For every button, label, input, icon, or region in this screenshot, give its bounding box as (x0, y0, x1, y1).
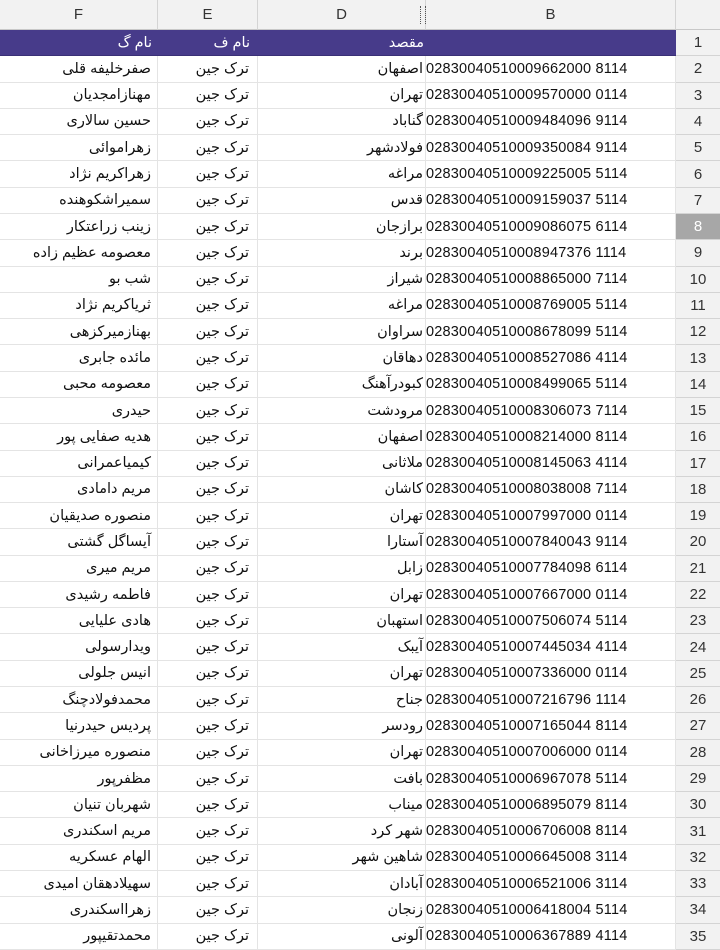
header-cell-d[interactable]: مقصد (258, 30, 426, 56)
row-number[interactable]: 13 (676, 345, 720, 371)
cell-code[interactable]: 02830040510007216796 1114 (426, 687, 676, 713)
cell-name-f[interactable]: ترک جین (158, 582, 258, 608)
cell-code[interactable]: 02830040510008214000 8114 (426, 424, 676, 450)
cell-destination[interactable]: شیراز (258, 267, 426, 293)
cell-destination[interactable]: مرودشت (258, 398, 426, 424)
row-number[interactable]: 3 (676, 83, 720, 109)
cell-name-f[interactable]: ترک جین (158, 240, 258, 266)
row-number[interactable]: 20 (676, 529, 720, 555)
cell-destination[interactable]: شهر کرد (258, 818, 426, 844)
row-number[interactable]: 25 (676, 661, 720, 687)
cell-name-f[interactable]: ترک جین (158, 214, 258, 240)
cell-code[interactable]: 02830040510008145063 4114 (426, 451, 676, 477)
row-number[interactable]: 12 (676, 319, 720, 345)
cell-code[interactable]: 02830040510007006000 0114 (426, 740, 676, 766)
cell-destination[interactable]: قدس (258, 188, 426, 214)
cell-destination[interactable]: سراوان (258, 319, 426, 345)
cell-name-g[interactable]: سمیراشکوهنده (0, 188, 158, 214)
row-number[interactable]: 27 (676, 713, 720, 739)
cell-name-g[interactable]: هادی علیایی (0, 608, 158, 634)
cell-name-g[interactable]: مریم اسکندری (0, 818, 158, 844)
cell-destination[interactable]: تهران (258, 740, 426, 766)
cell-code[interactable]: 02830040510008038008 7114 (426, 477, 676, 503)
row-number[interactable]: 1 (676, 30, 720, 56)
cell-name-f[interactable]: ترک جین (158, 740, 258, 766)
cell-destination[interactable]: مراغه (258, 293, 426, 319)
cell-name-f[interactable]: ترک جین (158, 424, 258, 450)
row-number[interactable]: 23 (676, 608, 720, 634)
cell-code[interactable]: 02830040510009225005 5114 (426, 161, 676, 187)
cell-code[interactable]: 02830040510008306073 7114 (426, 398, 676, 424)
cell-code[interactable]: 02830040510009086075 6114 (426, 214, 676, 240)
cell-name-g[interactable]: منصوره صدیقیان (0, 503, 158, 529)
cell-name-f[interactable]: ترک جین (158, 661, 258, 687)
cell-name-g[interactable]: کیمیاعمرانی (0, 451, 158, 477)
cell-name-f[interactable]: ترک جین (158, 345, 258, 371)
cell-name-f[interactable]: ترک جین (158, 319, 258, 345)
cell-code[interactable]: 02830040510008947376 1114 (426, 240, 676, 266)
cell-destination[interactable]: میناب (258, 792, 426, 818)
cell-destination[interactable]: برند (258, 240, 426, 266)
cell-name-f[interactable]: ترک جین (158, 188, 258, 214)
row-number[interactable]: 8 (676, 214, 720, 240)
cell-name-f[interactable]: ترک جین (158, 529, 258, 555)
cell-code[interactable]: 02830040510006967078 5114 (426, 766, 676, 792)
cell-destination[interactable]: آیبک (258, 634, 426, 660)
row-number[interactable]: 21 (676, 556, 720, 582)
cell-destination[interactable]: ملاثانی (258, 451, 426, 477)
cell-name-f[interactable]: ترک جین (158, 161, 258, 187)
cell-name-g[interactable]: صفرخلیفه قلی (0, 56, 158, 82)
cell-code[interactable]: 02830040510007165044 8114 (426, 713, 676, 739)
column-header-f[interactable]: F (0, 0, 158, 30)
cell-name-f[interactable]: ترک جین (158, 687, 258, 713)
column-resize-handle[interactable] (420, 6, 426, 24)
cell-destination[interactable]: کاشان (258, 477, 426, 503)
cell-name-g[interactable]: پردیس حیدرنیا (0, 713, 158, 739)
cell-code[interactable]: 02830040510008769005 5114 (426, 293, 676, 319)
cell-destination[interactable]: تهران (258, 661, 426, 687)
cell-destination[interactable]: تهران (258, 503, 426, 529)
row-number[interactable]: 10 (676, 267, 720, 293)
cell-code[interactable]: 02830040510007784098 6114 (426, 556, 676, 582)
cell-code[interactable]: 02830040510008678099 5114 (426, 319, 676, 345)
cell-name-f[interactable]: ترک جین (158, 293, 258, 319)
cell-code[interactable]: 02830040510009662000 8114 (426, 56, 676, 82)
cell-name-g[interactable]: مریم دامادی (0, 477, 158, 503)
cell-name-g[interactable]: محمدتقیپور (0, 924, 158, 950)
cell-name-g[interactable]: معصومه محبی (0, 372, 158, 398)
cell-name-f[interactable]: ترک جین (158, 634, 258, 660)
cell-destination[interactable]: گناباد (258, 109, 426, 135)
cell-code[interactable]: 02830040510006645008 3114 (426, 845, 676, 871)
cell-name-f[interactable]: ترک جین (158, 109, 258, 135)
row-number[interactable]: 6 (676, 161, 720, 187)
cell-name-f[interactable]: ترک جین (158, 792, 258, 818)
cell-name-g[interactable]: سهیلادهقان امیدی (0, 871, 158, 897)
cell-name-g[interactable]: معصومه عظیم زاده (0, 240, 158, 266)
cell-code[interactable]: 02830040510009350084 9114 (426, 135, 676, 161)
cell-name-g[interactable]: مظفرپور (0, 766, 158, 792)
cell-destination[interactable]: تهران (258, 582, 426, 608)
cell-destination[interactable]: اصفهان (258, 56, 426, 82)
cell-name-g[interactable]: هدیه صفایی پور (0, 424, 158, 450)
cell-name-g[interactable]: منصوره میرزاخانی (0, 740, 158, 766)
cell-destination[interactable]: دهاقان (258, 345, 426, 371)
row-number[interactable]: 24 (676, 634, 720, 660)
cell-name-f[interactable]: ترک جین (158, 372, 258, 398)
cell-code[interactable]: 02830040510006418004 5114 (426, 897, 676, 923)
cell-code[interactable]: 02830040510009159037 5114 (426, 188, 676, 214)
cell-code[interactable]: 02830040510009484096 9114 (426, 109, 676, 135)
cell-name-g[interactable]: الهام عسکریه (0, 845, 158, 871)
row-number[interactable]: 30 (676, 792, 720, 818)
cell-destination[interactable]: رودسر (258, 713, 426, 739)
cell-code[interactable]: 02830040510007997000 0114 (426, 503, 676, 529)
cell-name-g[interactable]: آیساگل گشتی (0, 529, 158, 555)
row-number[interactable]: 26 (676, 687, 720, 713)
cell-name-f[interactable]: ترک جین (158, 503, 258, 529)
cell-name-f[interactable]: ترک جین (158, 477, 258, 503)
cell-code[interactable]: 02830040510006895079 8114 (426, 792, 676, 818)
cell-destination[interactable]: آلونی (258, 924, 426, 950)
corner-cell[interactable] (676, 0, 720, 30)
cell-destination[interactable]: زابل (258, 556, 426, 582)
cell-name-g[interactable]: محمدفولادچنگ (0, 687, 158, 713)
cell-name-g[interactable]: فاطمه رشیدی (0, 582, 158, 608)
cell-name-f[interactable]: ترک جین (158, 766, 258, 792)
row-number[interactable]: 34 (676, 897, 720, 923)
cell-code[interactable]: 02830040510006367889 4114 (426, 924, 676, 950)
row-number[interactable]: 9 (676, 240, 720, 266)
cell-name-g[interactable]: زهرااسکندری (0, 897, 158, 923)
row-number[interactable]: 32 (676, 845, 720, 871)
cell-name-g[interactable]: زهراکریم نژاد (0, 161, 158, 187)
column-header-e[interactable]: E (158, 0, 258, 30)
cell-name-g[interactable]: مهنازامجدیان (0, 83, 158, 109)
cell-destination[interactable]: تهران (258, 83, 426, 109)
cell-destination[interactable]: برازجان (258, 214, 426, 240)
cell-name-f[interactable]: ترک جین (158, 924, 258, 950)
cell-name-g[interactable]: حیدری (0, 398, 158, 424)
cell-destination[interactable]: شاهین شهر (258, 845, 426, 871)
cell-name-f[interactable]: ترک جین (158, 398, 258, 424)
cell-code[interactable]: 02830040510007506074 5114 (426, 608, 676, 634)
header-cell-f[interactable]: نام گ (0, 30, 158, 56)
cell-destination[interactable]: بافت (258, 766, 426, 792)
row-number[interactable]: 31 (676, 818, 720, 844)
row-number[interactable]: 11 (676, 293, 720, 319)
cell-destination[interactable]: زنجان (258, 897, 426, 923)
cell-name-g[interactable]: ویدارسولی (0, 634, 158, 660)
cell-name-g[interactable]: حسین سالاری (0, 109, 158, 135)
row-number[interactable]: 16 (676, 424, 720, 450)
cell-code[interactable]: 02830040510007445034 4114 (426, 634, 676, 660)
row-number[interactable]: 28 (676, 740, 720, 766)
cell-code[interactable]: 02830040510006706008 8114 (426, 818, 676, 844)
cell-name-f[interactable]: ترک جین (158, 451, 258, 477)
header-cell-b[interactable] (426, 30, 676, 56)
cell-name-g[interactable]: بهنازمیرکزهی (0, 319, 158, 345)
cell-code[interactable]: 02830040510006521006 3114 (426, 871, 676, 897)
cell-destination[interactable]: کبودرآهنگ (258, 372, 426, 398)
cell-code[interactable]: 02830040510008499065 5114 (426, 372, 676, 398)
cell-name-f[interactable]: ترک جین (158, 818, 258, 844)
row-number[interactable]: 2 (676, 56, 720, 82)
cell-name-g[interactable]: مائده جابری (0, 345, 158, 371)
cell-code[interactable]: 02830040510009570000 0114 (426, 83, 676, 109)
cell-name-f[interactable]: ترک جین (158, 608, 258, 634)
row-number[interactable]: 29 (676, 766, 720, 792)
cell-name-f[interactable]: ترک جین (158, 845, 258, 871)
row-number[interactable]: 14 (676, 372, 720, 398)
row-number[interactable]: 17 (676, 451, 720, 477)
row-number[interactable]: 5 (676, 135, 720, 161)
cell-code[interactable]: 02830040510008527086 4114 (426, 345, 676, 371)
cell-name-f[interactable]: ترک جین (158, 267, 258, 293)
cell-name-f[interactable]: ترک جین (158, 56, 258, 82)
row-number[interactable]: 33 (676, 871, 720, 897)
row-number[interactable]: 19 (676, 503, 720, 529)
cell-destination[interactable]: آستارا (258, 529, 426, 555)
header-cell-e[interactable]: نام ف (158, 30, 258, 56)
cell-name-g[interactable]: ثریاکریم نژاد (0, 293, 158, 319)
cell-code[interactable]: 02830040510007336000 0114 (426, 661, 676, 687)
row-number[interactable]: 18 (676, 477, 720, 503)
cell-code[interactable]: 02830040510007840043 9114 (426, 529, 676, 555)
row-number[interactable]: 22 (676, 582, 720, 608)
row-number[interactable]: 4 (676, 109, 720, 135)
cell-destination[interactable]: استهبان (258, 608, 426, 634)
cell-code[interactable]: 02830040510007667000 0114 (426, 582, 676, 608)
column-header-d[interactable]: D (258, 0, 426, 30)
cell-destination[interactable]: اصفهان (258, 424, 426, 450)
cell-name-g[interactable]: شب بو (0, 267, 158, 293)
cell-name-g[interactable]: انیس جلولی (0, 661, 158, 687)
cell-name-f[interactable]: ترک جین (158, 135, 258, 161)
row-number[interactable]: 15 (676, 398, 720, 424)
row-number[interactable]: 7 (676, 188, 720, 214)
cell-code[interactable]: 02830040510008865000 7114 (426, 267, 676, 293)
cell-name-f[interactable]: ترک جین (158, 556, 258, 582)
cell-name-f[interactable]: ترک جین (158, 871, 258, 897)
cell-name-f[interactable]: ترک جین (158, 897, 258, 923)
cell-name-g[interactable]: مریم میری (0, 556, 158, 582)
cell-name-g[interactable]: شهربان تنیان (0, 792, 158, 818)
cell-destination[interactable]: فولادشهر (258, 135, 426, 161)
cell-destination[interactable]: مراغه (258, 161, 426, 187)
cell-name-g[interactable]: زهراموائی (0, 135, 158, 161)
column-header-b[interactable]: B (426, 0, 676, 30)
row-number[interactable]: 35 (676, 924, 720, 950)
cell-destination[interactable]: آبادان (258, 871, 426, 897)
cell-destination[interactable]: جناح (258, 687, 426, 713)
cell-name-g[interactable]: زینب زراعتکار (0, 214, 158, 240)
cell-name-f[interactable]: ترک جین (158, 83, 258, 109)
cell-name-f[interactable]: ترک جین (158, 713, 258, 739)
